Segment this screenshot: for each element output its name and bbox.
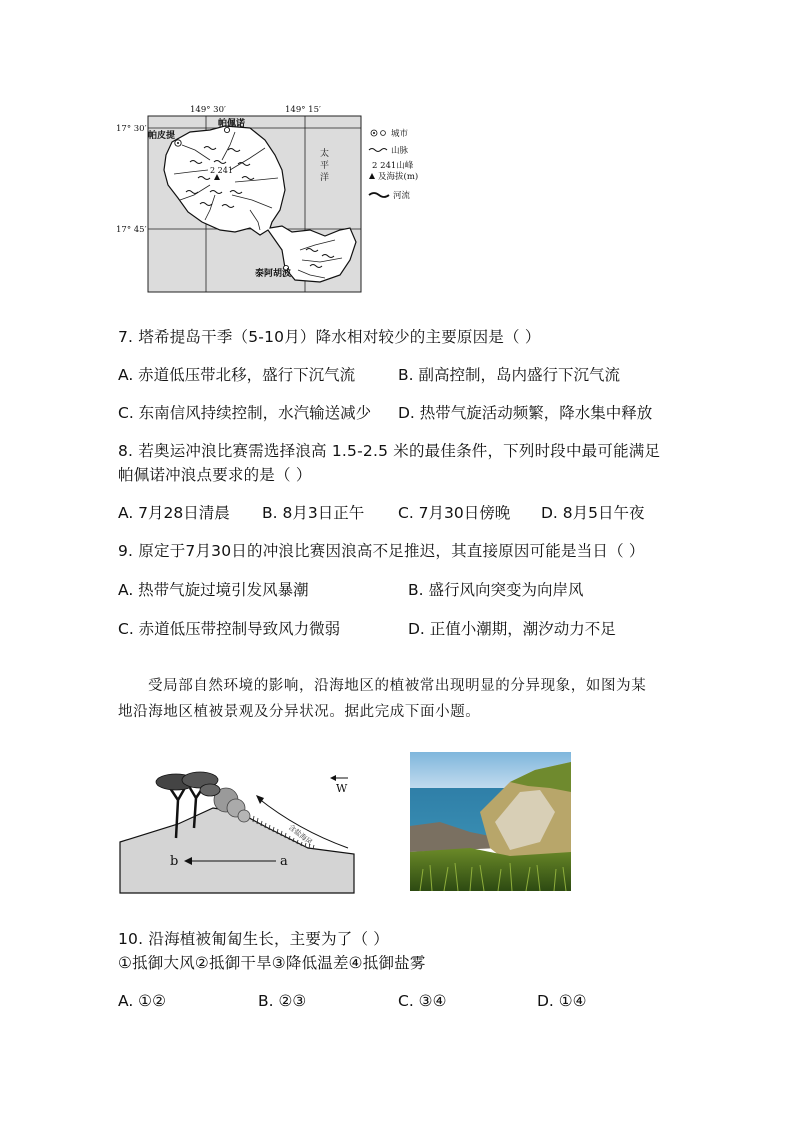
peak-value: 2 241: [210, 166, 233, 175]
question-9-option-c[interactable]: C. 赤道低压带控制导致风力微弱: [118, 620, 341, 638]
city-papeete-label: 帕皮提: [148, 131, 176, 141]
city-teahupoo-label: 泰阿胡波: [255, 269, 292, 279]
ocean-label-1: 太: [320, 149, 330, 159]
lon-label-right: 149° 15′: [285, 105, 321, 115]
question-8-stem-line2: 帕佩诺冲浪点要求的是（ ）: [118, 466, 312, 484]
question-7-stem: 7. 塔希提岛干季（5-10月）降水相对较少的主要原因是（ ）: [118, 328, 541, 346]
ocean-label-3: 洋: [320, 173, 330, 183]
point-b-label: b: [170, 854, 179, 869]
question-10-stem: 10. 沿海植被匍匐生长，主要为了（ ）: [118, 930, 390, 948]
lat-label-bottom: 17° 45′: [116, 225, 147, 235]
tahiti-map-svg: [110, 100, 430, 295]
legend-peak-line1: 2 241山峰: [372, 161, 414, 171]
city-papenoo-label: 帕佩诺: [218, 119, 246, 129]
question-10-items: ①抵御大风②抵御干旱③降低温差④抵御盐雾: [118, 954, 426, 972]
question-8-option-b[interactable]: B. 8月3日正午: [262, 504, 365, 522]
ocean-label-2: 平: [320, 161, 330, 171]
question-9-option-d[interactable]: D. 正值小潮期，潮汐动力不足: [408, 620, 616, 638]
point-a-label: a: [280, 854, 288, 869]
sea-wind-label: 含盐海风: [286, 823, 314, 847]
legend-peak-line2: 及海拔(m): [378, 172, 419, 182]
passage-line-1: 受局部自然环境的影响，沿海地区的植被常出现明显的分异现象，如图为某: [148, 678, 647, 694]
coastal-vegetation-photo: [410, 752, 571, 891]
question-8-option-c[interactable]: C. 7月30日傍晚: [398, 504, 511, 522]
map-legend: [369, 128, 418, 201]
question-10-option-c[interactable]: C. ③④: [398, 992, 447, 1010]
land-profile: [120, 808, 354, 893]
tahiti-map: [110, 100, 430, 295]
question-7-option-c[interactable]: C. 东南信风持续控制，水汽输送减少: [118, 404, 372, 422]
lon-label-left: 149° 30′: [190, 105, 226, 115]
question-7-option-b[interactable]: B. 副高控制，岛内盛行下沉气流: [398, 366, 620, 384]
question-8-stem-line1: 8. 若奥运冲浪比赛需选择浪高 1.5-2.5 米的最佳条件，下列时段中最可能满足: [118, 442, 661, 460]
question-10-option-b[interactable]: B. ②③: [258, 992, 307, 1010]
question-7-option-a[interactable]: A. 赤道低压带北移，盛行下沉气流: [118, 366, 356, 384]
city-papeete-icon: [175, 140, 181, 146]
legend-river: 河流: [393, 191, 411, 201]
question-8-option-d[interactable]: D. 8月5日午夜: [541, 504, 645, 522]
coastal-photo-svg: [410, 752, 571, 891]
passage-line-2: 地沿海地区植被景观及分异状况。据此完成下面小题。: [118, 704, 481, 720]
legend-city: 城市: [391, 129, 409, 139]
question-10-option-a[interactable]: A. ①②: [118, 992, 166, 1010]
question-9-option-a[interactable]: A. 热带气旋过境引发风暴潮: [118, 581, 309, 599]
vegetation-diagram: [118, 760, 358, 895]
question-9-option-b[interactable]: B. 盛行风向突变为向岸风: [408, 581, 584, 599]
question-10-option-d[interactable]: D. ①④: [537, 992, 587, 1010]
question-9-stem: 9. 原定于7月30日的冲浪比赛因浪高不足推迟，其直接原因可能是当日（ ）: [118, 542, 645, 560]
west-label: W: [336, 782, 348, 795]
lat-label-top: 17° 30′: [116, 124, 147, 134]
legend-mountain: 山脉: [391, 146, 409, 156]
vegetation-diagram-svg: [118, 760, 358, 895]
question-7-option-d[interactable]: D. 热带气旋活动频繁，降水集中释放: [398, 404, 653, 422]
question-8-option-a[interactable]: A. 7月28日清晨: [118, 504, 230, 522]
